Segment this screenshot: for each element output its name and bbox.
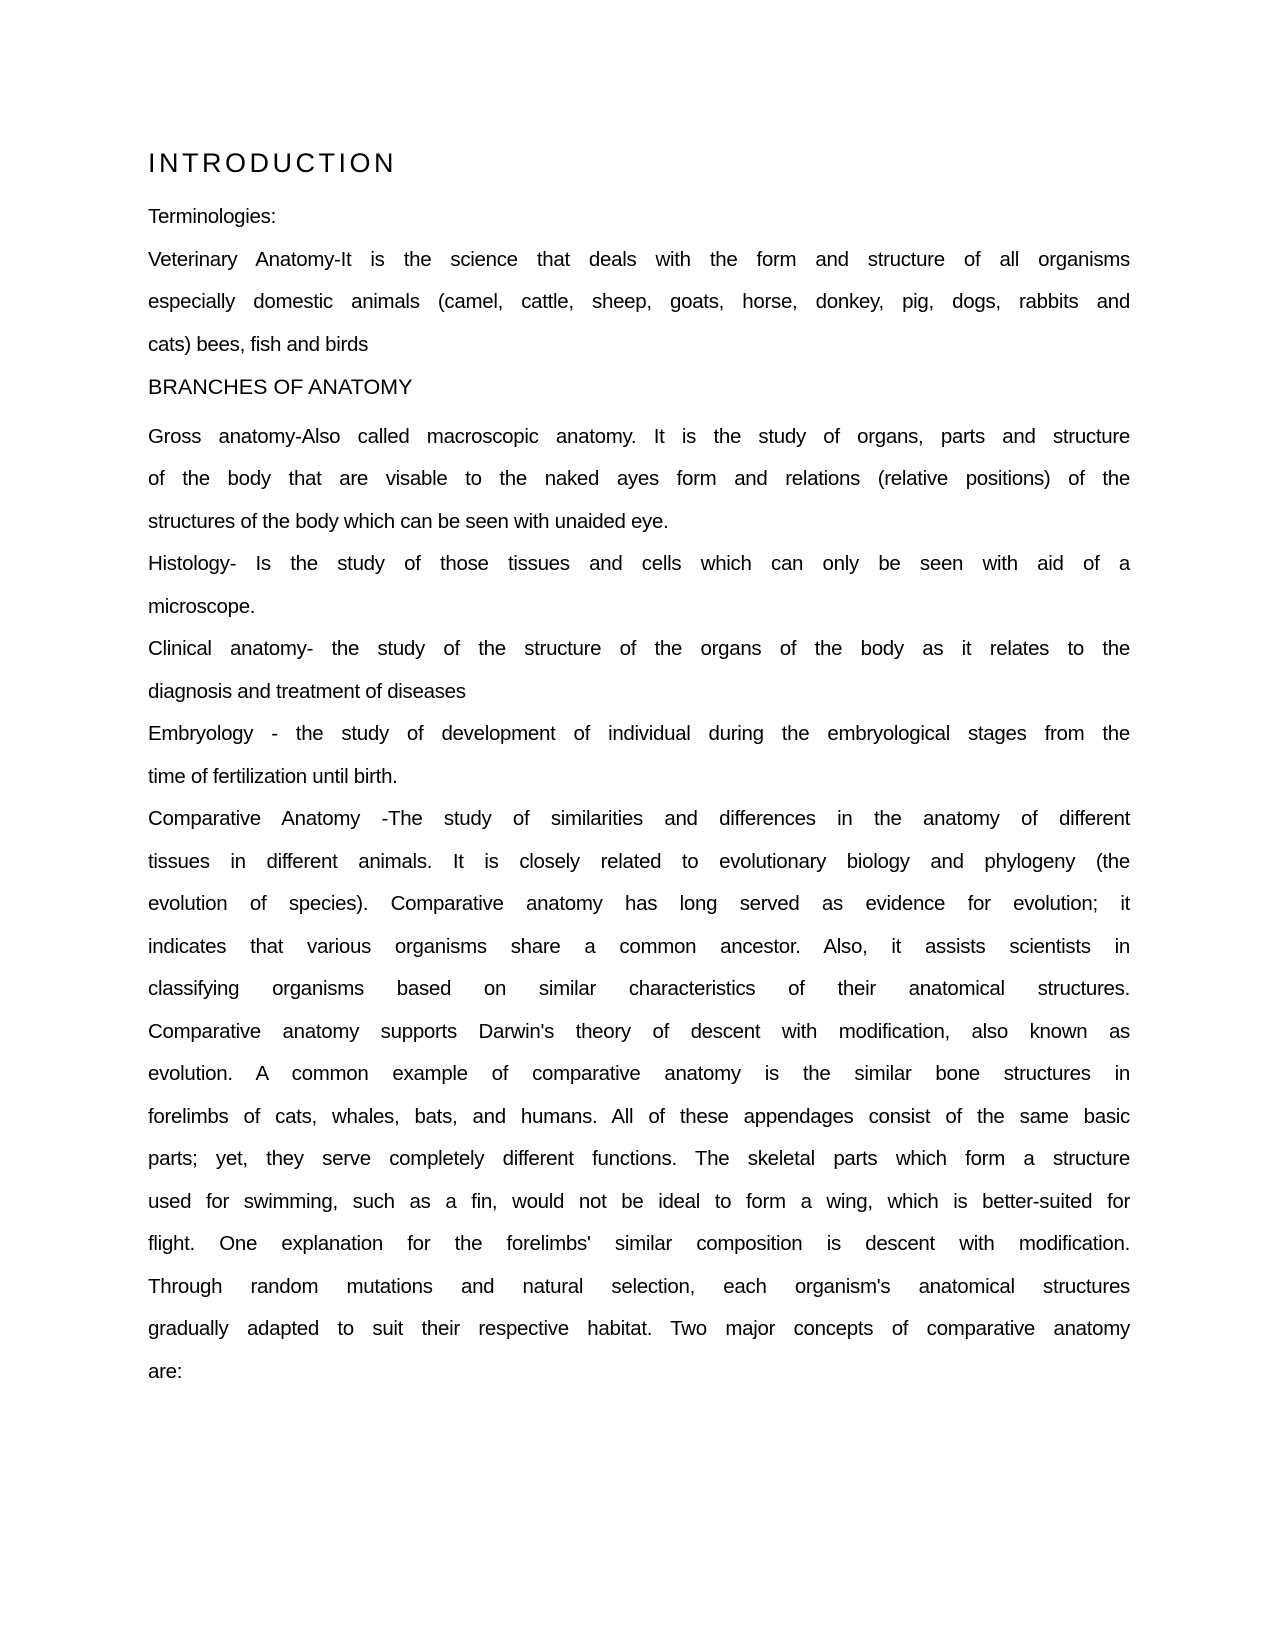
text-line: Veterinary Anatomy-It is the science that deals with the form and structure of all organisms bbox=[148, 247, 1130, 271]
text-line: Through random mutations and natural selection, each organism's anatomical structures bbox=[148, 1274, 1130, 1298]
text-line: classifying organisms based on similar characteristics of their anatomical structures. bbox=[148, 977, 1130, 1000]
paragraph bbox=[148, 543, 1130, 628]
document-body bbox=[148, 196, 1130, 1393]
text-line: evolution. A common example of comparative anatomy is the similar bone structures in bbox=[148, 1062, 1130, 1085]
text-line: Gross anatomy-Also called macroscopic anatomy. It is the study of organs, parts and structure bbox=[148, 424, 1130, 448]
text-line: cats) bees, fish and birds bbox=[148, 332, 369, 356]
text-line: used for swimming, such as a fin, would not be ideal to form a wing, which is better-suited for bbox=[148, 1189, 1130, 1213]
text-line: Terminologies: bbox=[148, 205, 276, 228]
paragraph bbox=[148, 416, 1130, 544]
text-line: tissues in different animals. It is closely related to evolutionary biology and phylogeny (the bbox=[148, 849, 1130, 873]
text-line: parts; yet, they serve completely different functions. The skeletal parts which form a structure bbox=[148, 1147, 1130, 1170]
text-line: flight. One explanation for the forelimbs' similar composition is descent with modification. bbox=[148, 1232, 1130, 1255]
text-line: structures of the body which can be seen with unaided eye. bbox=[148, 509, 669, 533]
text-line: Embryology - the study of development of individual during the embryological stages from the bbox=[148, 722, 1130, 745]
text-line: diagnosis and treatment of diseases bbox=[148, 679, 466, 703]
text-line: forelimbs of cats, whales, bats, and humans. All of these appendages consist of the same basic bbox=[148, 1104, 1130, 1128]
paragraph bbox=[148, 798, 1130, 1393]
text-line: Comparative anatomy supports Darwin's theory of descent with modification, also known as bbox=[148, 1019, 1130, 1043]
text-line: time of fertilization until birth. bbox=[148, 764, 398, 788]
text-line: Comparative Anatomy -The study of similarities and differences in the anatomy of different bbox=[148, 807, 1130, 830]
text-line: Histology- Is the study of those tissues and cells which can only be seen with aid of a bbox=[148, 552, 1130, 575]
text-line: evolution of species). Comparative anatomy has long served as evidence for evolution; it bbox=[148, 892, 1130, 915]
text-line: microscope. bbox=[148, 594, 256, 618]
paragraph bbox=[148, 628, 1130, 713]
section-heading: BRANCHES OF ANATOMY bbox=[148, 375, 413, 399]
text-line: of the body that are visable to the naked ayes form and relations (relative positions) of the bbox=[148, 467, 1130, 490]
text-line: gradually adapted to suit their respective habitat. Two major concepts of comparative anatomy bbox=[148, 1317, 1130, 1340]
text-line: Clinical anatomy- the study of the structure of the organs of the body as it relates to the bbox=[148, 637, 1130, 660]
text-line: especially domestic animals (camel, cattle, sheep, goats, horse, donkey, pig, dogs, rabbits and bbox=[148, 290, 1130, 313]
paragraph bbox=[148, 713, 1130, 798]
document-content bbox=[148, 146, 1130, 1393]
text-line: indicates that various organisms share a common ancestor. Also, it assists scientists in bbox=[148, 934, 1130, 958]
text-line: are: bbox=[148, 1359, 183, 1383]
page-title: INTRODUCTION bbox=[148, 148, 397, 178]
paragraph bbox=[148, 239, 1130, 367]
